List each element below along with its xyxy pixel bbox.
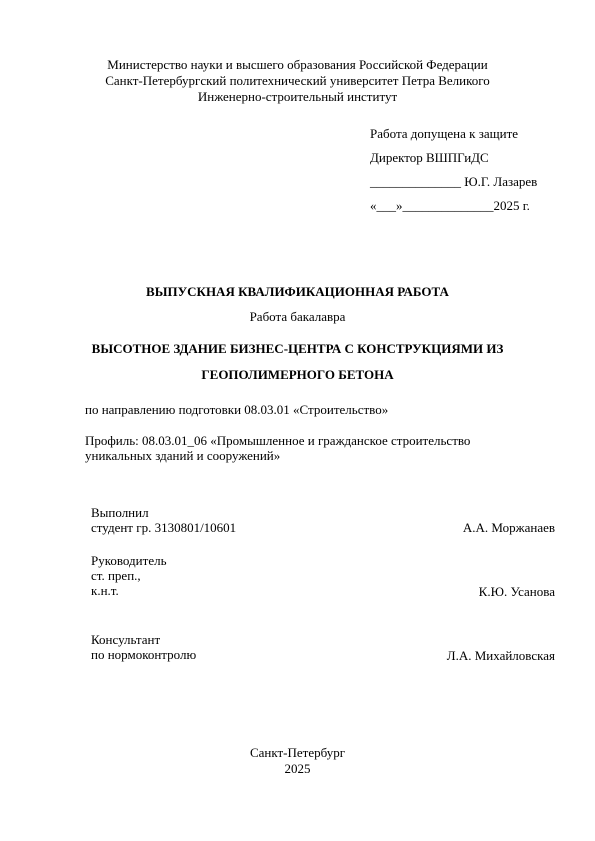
- institute-name: Инженерно-строительный институт: [197, 89, 398, 104]
- approval-position: Директор ВШПГиДС: [370, 150, 489, 165]
- consultant-name: Л.А. Михайловская: [446, 648, 555, 663]
- consultant-detail: по нормоконтролю: [91, 647, 197, 662]
- supervisor-role: Руководитель: [91, 553, 167, 568]
- approval-block: [370, 122, 537, 218]
- study-direction: по направлению подготовки 08.03.01 «Строительство»: [85, 402, 389, 417]
- executor-role: Выполнил: [91, 505, 149, 520]
- document-type-title: ВЫПУСКНАЯ КВАЛИФИКАЦИОННАЯ РАБОТА: [146, 284, 449, 299]
- footer-year: 2025: [284, 761, 311, 776]
- study-profile: [85, 433, 470, 463]
- supervisor-name: К.Ю. Усанова: [478, 584, 555, 599]
- footer: [0, 745, 595, 777]
- supervisor-detail1: ст. преп.,: [91, 568, 141, 583]
- consultant-role: Консультант: [91, 632, 161, 647]
- footer-city: Санкт-Петербург: [249, 745, 346, 760]
- profile-line2: уникальных зданий и сооружений»: [85, 448, 281, 463]
- thesis-topic-line1: ВЫСОТНОЕ ЗДАНИЕ БИЗНЕС-ЦЕНТРА С КОНСТРУКЦИЯМИ ИЗ: [91, 341, 504, 356]
- ministry-name: Министерство науки и высшего образования Российской Федерации: [107, 57, 488, 72]
- consultant-block: [91, 632, 196, 662]
- approval-signature-line: ______________ Ю.Г. Лазарев: [370, 174, 538, 189]
- executor-detail: студент гр. 3130801/10601: [91, 520, 237, 535]
- supervisor-block: [91, 553, 167, 598]
- supervisor-detail2: к.н.т.: [91, 583, 119, 598]
- thesis-topic-line2: ГЕОПОЛИМЕРНОГО БЕТОНА: [201, 367, 394, 382]
- profile-line1: Профиль: 08.03.01_06 «Промышленное и гражданское строительство: [85, 433, 471, 448]
- approval-date-line: «___»______________2025 г.: [370, 198, 530, 213]
- executor-name: А.А. Моржанаев: [462, 520, 555, 535]
- header: [0, 57, 595, 105]
- university-name: Санкт-Петербургский политехнический университет Петра Великого: [105, 73, 490, 88]
- document-subtype: Работа бакалавра: [249, 309, 346, 324]
- executor-block: [91, 505, 236, 535]
- approval-admitted: Работа допущена к защите: [370, 126, 519, 141]
- thesis-topic: [0, 336, 595, 388]
